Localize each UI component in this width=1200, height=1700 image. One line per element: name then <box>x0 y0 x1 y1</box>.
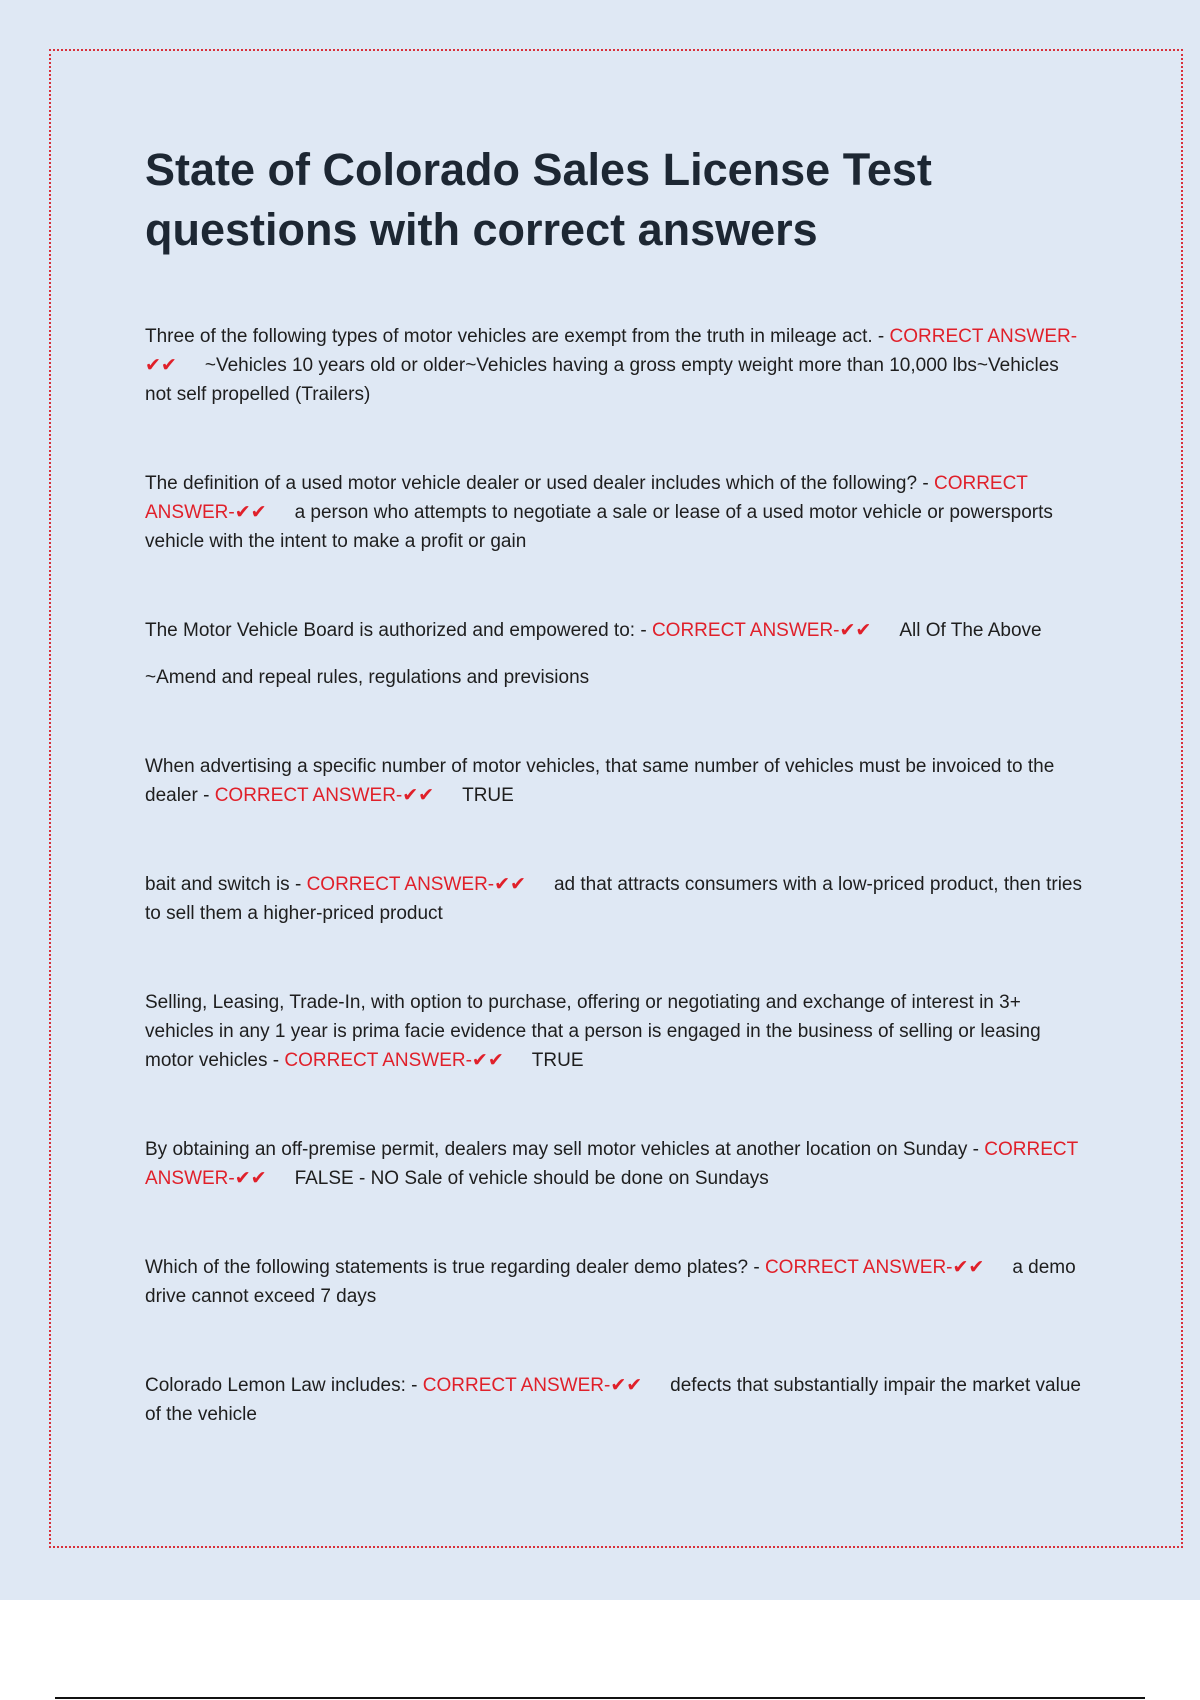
answer-extra-text: ~Amend and repeal rules, regulations and previsions <box>145 667 590 688</box>
question-text: The definition of a used motor vehicle dealer or used dealer includes which of the following? - <box>145 473 934 494</box>
correct-answer-tag: CORRECT ANSWER-✔✔ <box>145 473 1028 523</box>
document-title: State of Colorado Sales License Test questions with correct answers <box>145 144 932 255</box>
qa-item <box>145 469 1090 556</box>
correct-answer-tag: CORRECT ANSWER-✔✔ <box>306 874 526 895</box>
question-text: By obtaining an off-premise permit, dealers may sell motor vehicles at another location on Sunday - <box>145 1139 985 1160</box>
qa-item <box>145 322 1090 409</box>
answer-text: TRUE <box>531 1050 584 1071</box>
footer-divider <box>55 1697 1145 1699</box>
question-text: Three of the following types of motor vehicles are exempt from the truth in mileage act. - <box>145 326 890 347</box>
answer-text: FALSE - NO Sale of vehicle should be done on Sundays <box>294 1168 769 1189</box>
qa-item <box>145 870 1090 928</box>
answer-text: defects that substantially impair the market value of the vehicle <box>145 1375 1081 1425</box>
question-text: When advertising a specific number of motor vehicles, that same number of vehicles must be invoiced to the dealer - <box>145 756 1055 806</box>
qa-item <box>145 1253 1090 1311</box>
answer-text: All Of The Above <box>899 620 1042 641</box>
answer-text: a demo drive cannot exceed 7 days <box>145 1257 1076 1307</box>
qa-list <box>145 322 1090 1489</box>
answer-text: ~Vehicles 10 years old or older~Vehicles having a gross empty weight more than 10,000 lbs~Vehicles not self propelled (Trailers) <box>145 355 1059 405</box>
question-text: The Motor Vehicle Board is authorized and empowered to: - <box>145 620 652 641</box>
answer-text: a person who attempts to negotiate a sale or lease of a used motor vehicle or powersports vehicle with the intent to make a profit or gain <box>145 502 1053 552</box>
question-text: Which of the following statements is true regarding dealer demo plates? - <box>145 1257 765 1278</box>
qa-item <box>145 1135 1090 1193</box>
correct-answer-tag: CORRECT ANSWER-✔✔ <box>422 1375 643 1396</box>
qa-item <box>145 752 1090 810</box>
answer-text: TRUE <box>462 785 514 806</box>
correct-answer-tag: CORRECT ANSWER-✔✔ <box>214 785 435 806</box>
question-text: bait and switch is - <box>145 874 307 895</box>
correct-answer-tag: CORRECT ANSWER-✔✔ <box>651 620 872 641</box>
qa-item <box>145 616 1090 692</box>
qa-item <box>145 988 1090 1075</box>
qa-item <box>145 1371 1090 1429</box>
correct-answer-tag: CORRECT ANSWER-✔✔ <box>764 1257 985 1278</box>
question-text: Selling, Leasing, Trade-In, with option to purchase, offering or negotiating and exchange of interest in 3+ vehicles in any 1 year is prima facie evidence that a person is engaged in the business of selling or leasing motor vehicles - <box>145 992 1041 1071</box>
question-text: Colorado Lemon Law includes: - <box>145 1375 423 1396</box>
correct-answer-tag: CORRECT ANSWER-✔✔ <box>284 1050 504 1071</box>
correct-answer-tag: CORRECT ANSWER-✔✔ <box>145 326 1078 376</box>
correct-answer-tag: CORRECT ANSWER-✔✔ <box>145 1139 1078 1189</box>
answer-text: ad that attracts consumers with a low-priced product, then tries to sell them a higher-priced product <box>145 874 1082 924</box>
